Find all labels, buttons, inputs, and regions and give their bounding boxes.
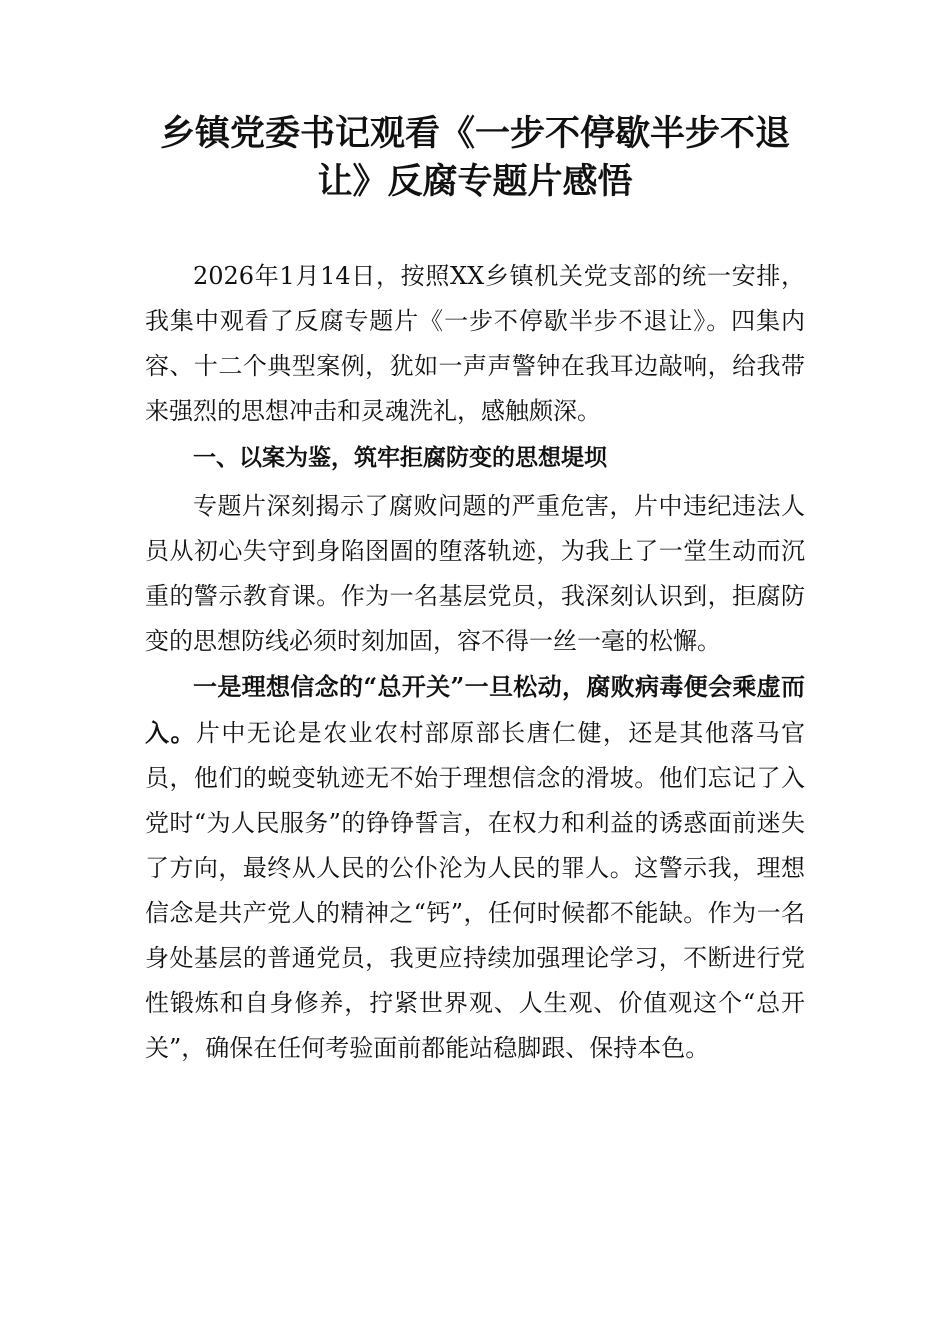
intro-paragraph: 2026年1月14日，按照XX乡镇机关党支部的统一安排，我集中观看了反腐专题片《一步不停歇半步不退让》。四集内容、十二个典型案例，犹如一声声警钟在我耳边敲响，给我带来强烈的思想冲击和灵魂洗礼，感触颇深。 xyxy=(145,262,805,425)
section-paragraph: 专题片深刻揭示了腐败问题的严重危害，片中违纪违法人员从初心失守到身陷囹圄的堕落轨迹，为我上了一堂生动而沉重的警示教育课。作为一名基层党员，我深刻认识到，拒腐防变的思想防线必须时刻加固，容不得一丝一毫的松懈。 xyxy=(145,492,805,655)
section-heading: 一、以案为鉴，筑牢拒腐防变的思想堤坝 xyxy=(193,445,607,471)
point-body-text: 片中无论是农业农村部原部长唐仁健，还是其他落马官员，他们的蜕变轨迹无不始于理想信念的滑坡。他们忘记了入党时“为人民服务”的铮铮誓言，在权力和利益的诱惑面前迷失了方向，最终从人民的公仆沦为人民的罪人。这警示我，理想信念是共产党人的精神之“钙”，任何时候都不能缺。作为一名身处基层的普通党员，我更应持续加强理论学习，不断进行党性锻炼和自身修养，拧紧世界观、人生观、价值观这个“总开关”，确保在任何考验面前都能站稳脚跟、保持本色。 xyxy=(145,719,806,1062)
document-title-line-2: 让》反腐专题片感悟 xyxy=(317,161,633,202)
document-title-line-1: 乡镇党委书记观看《一步不停歇半步不退 xyxy=(159,113,790,154)
point-paragraph xyxy=(145,664,805,1071)
document-page xyxy=(145,110,805,1071)
point-lead-bold: 一是理想信念的“总开关”一旦松动，腐败病毒便会乘虚而入。 xyxy=(145,672,805,747)
document-title xyxy=(145,110,805,206)
